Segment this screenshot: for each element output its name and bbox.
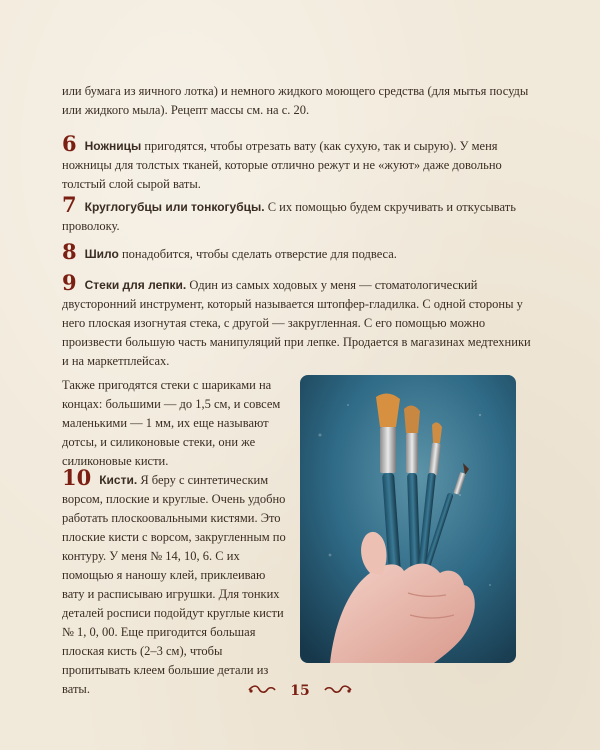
item-6 <box>62 131 540 194</box>
brushes-illustration <box>300 375 516 663</box>
also-paragraph: Также пригодятся стеки с шариками на концах: большими — до 1,5 см, и совсем маленькими — 1 мм, их еще называют дотсы, и силиконовые стеки, они же силиконовые кисти. <box>62 378 281 468</box>
item-title: Стеки для лепки. <box>84 278 187 292</box>
page-number: 15 <box>290 683 310 699</box>
item-text: Я беру с синтетическим ворсом, плоские и круглые. Очень удобно работать плоскоовальными кистями. Это плоские кисти с ворсом, закругленным по контуру. У меня № 14, 10, 6. С их помощью я наношу клей, приклеиваю вату и расписываю игрушки. Для тонких деталей росписи подойдут круглые кисти № 1, 0, 00. Еще пригодится большая плоская кисть (2–3 см), чтобы пропитывать клеем большие детали из ваты. <box>62 473 286 696</box>
item-number: 10 <box>62 465 92 490</box>
intro-paragraph: или бумага из яичного лотка) и немного жидкого моющего средства (для мытья посуды или жидкого мыла). Рецепт массы см. на с. 20. <box>62 84 529 117</box>
item-title: Круглогубцы или тонкогубцы. <box>84 200 265 214</box>
item-title: Шило <box>84 247 119 261</box>
item-text: понадобится, чтобы сделать отверстие для подвеса. <box>118 247 397 261</box>
item-number: 8 <box>62 239 77 264</box>
brushes-photo <box>300 375 516 663</box>
page-footer <box>0 683 600 699</box>
item-number: 9 <box>62 270 77 295</box>
item-9 <box>62 270 540 371</box>
ornament-left-icon <box>247 683 277 699</box>
item-text: пригодятся, чтобы отрезать вату (как сухую, так и сырую). У меня ножницы для толстых тканей, которые отлично режут и не «жуют» даже довольно толстый слой сырой ваты. <box>62 139 502 191</box>
item-text: С их помощью будем скручивать и откусывать проволоку. <box>62 200 516 233</box>
item-title: Ножницы <box>84 139 142 153</box>
item-number: 6 <box>62 131 77 156</box>
item-title: Кисти. <box>99 473 138 487</box>
item-7 <box>62 192 540 236</box>
ornament-right-icon <box>323 683 353 699</box>
item-text: Один из самых ходовых у меня — стоматологический двусторонний инструмент, который называется штопфер-гладилка. С одной стороны у него плоская изогнутая стека, с другой — закругленная. С его помощью можно произвести большую часть манипуляций при лепке. Продается в магазинах медтехники и на маркетплейсах. <box>62 278 531 368</box>
item-10 <box>62 465 286 699</box>
item-number: 7 <box>62 192 77 217</box>
item-8 <box>62 239 540 264</box>
